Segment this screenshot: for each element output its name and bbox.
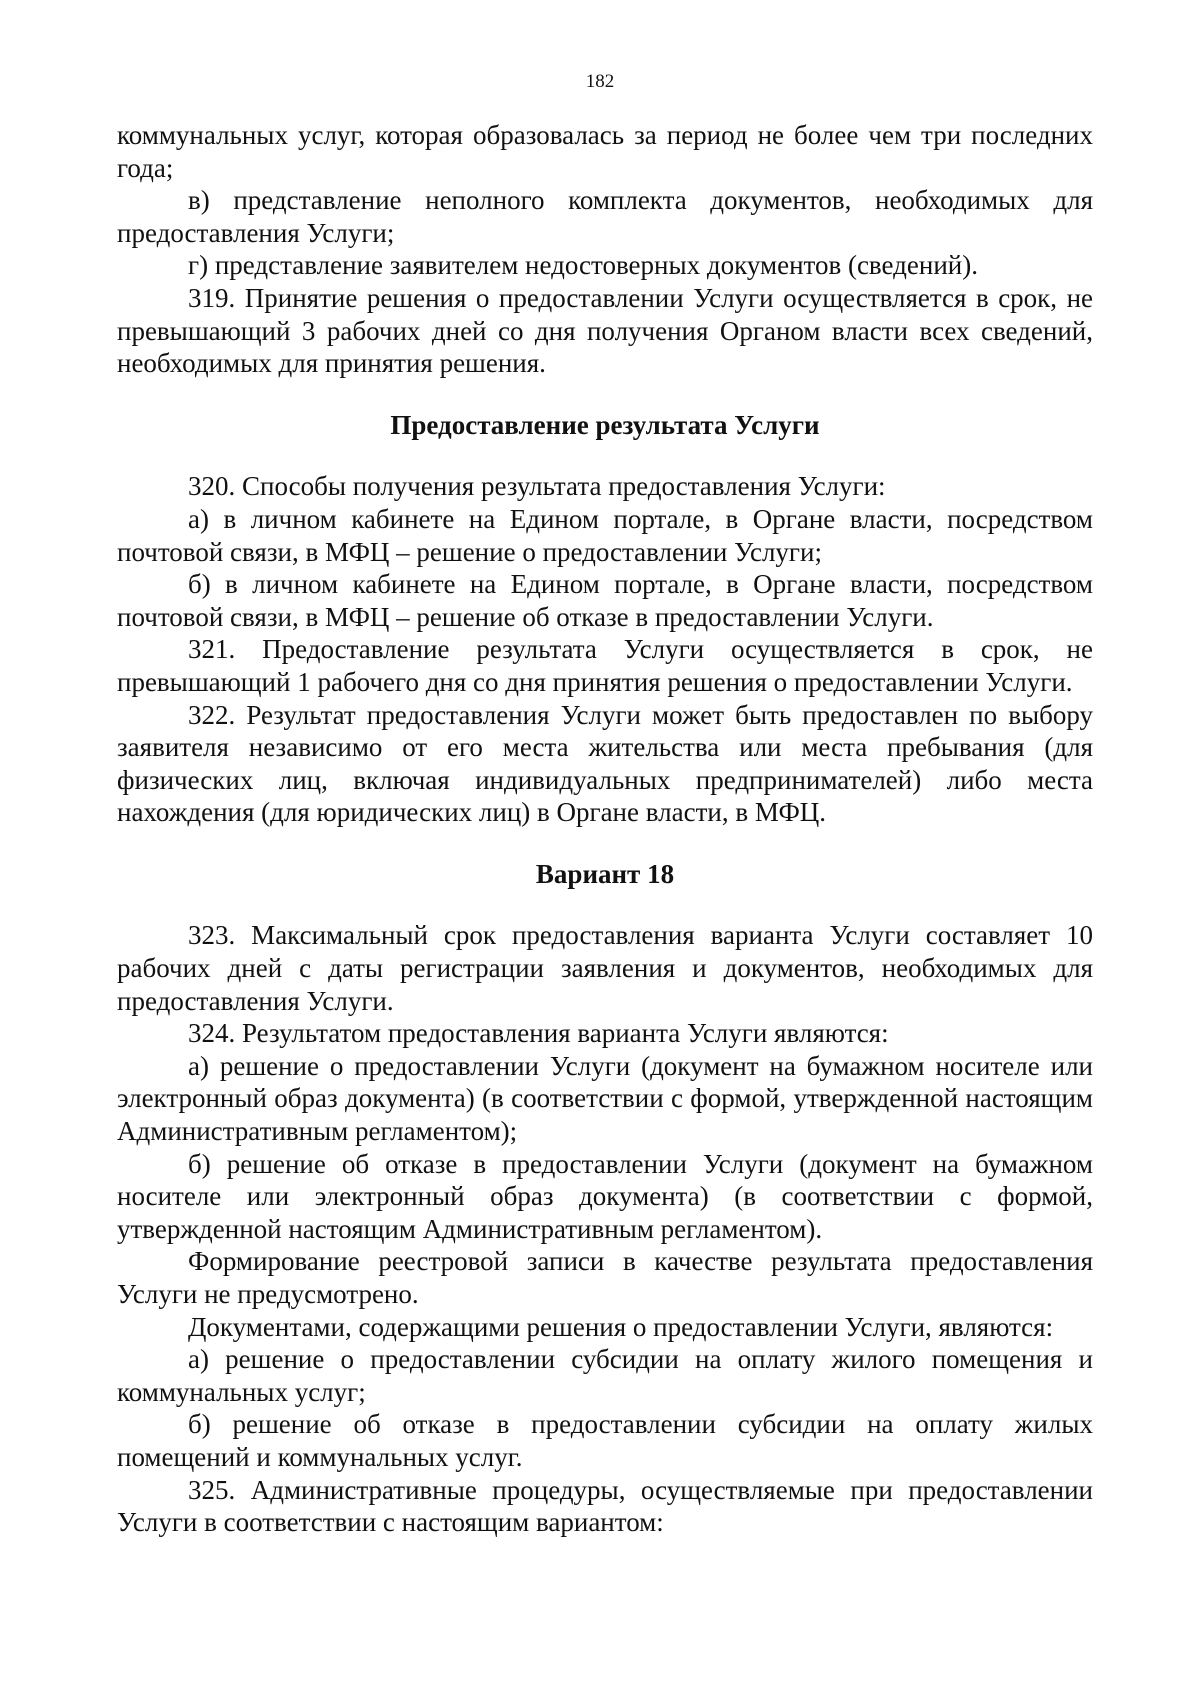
spacer — [117, 441, 1093, 470]
paragraph-324-a: а) решение о предоставлении Услуги (документ на бумажном носителе или электронный образ документа) (в соответствии с формой, утвержденной настоящим Административным регламентом); — [117, 1050, 1093, 1147]
paragraph-documents-b: б) решение об отказе в предоставлении субсидии на оплату жилых помещений и коммунальных услуг. — [117, 1409, 1093, 1472]
spacer — [117, 890, 1093, 919]
paragraph-320-a: а) в личном кабинете на Едином портале, в Органе власти, посредством почтовой связи, в МФЦ – решение о предоставлении Услуги; — [117, 503, 1093, 567]
section-heading-variant: Вариант 18 — [535, 858, 675, 889]
page-number: 182 — [585, 71, 615, 92]
paragraph-documents-a: а) решение о предоставлении субсидии на оплату жилого помещения и коммунальных услуг; — [117, 1344, 1093, 1407]
paragraph-item-v: в) представление неполного комплекта документов, необходимых для предоставления Услуги; — [117, 185, 1093, 248]
spacer — [117, 380, 1093, 409]
paragraph-322: 322. Результат предоставления Услуги может быть предоставлен по выбору заявителя независимо от его места жительства или места пребывания (для физических лиц, включая индивидуальных предпринимателей) либо места нахождения (для юридических лиц) в Органе власти, в МФЦ. — [117, 699, 1093, 828]
spacer — [117, 829, 1093, 858]
paragraph-320: 320. Способы получения результата предоставления Услуги: — [188, 471, 886, 502]
paragraph-documents: Документами, содержащими решения о предоставлении Услуги, являются: — [188, 1311, 1054, 1342]
paragraph-323: 323. Максимальный срок предоставления варианта Услуги составляет 10 рабочих дней с даты регистрации заявления и документов, необходимых для предоставления Услуги. — [117, 920, 1093, 1016]
paragraph-324-b: б) решение об отказе в предоставлении Услуги (документ на бумажном носителе или электронный образ документа) (в соответствии с формой, утвержденной настоящим Административным регламентом). — [117, 1148, 1093, 1244]
paragraph-324: 324. Результатом предоставления варианта Услуги являются: — [188, 1018, 889, 1049]
section-heading-result: Предоставление результата Услуги — [390, 409, 820, 440]
paragraph-320-b: б) в личном кабинете на Едином портале, в Органе власти, посредством почтовой связи, в МФЦ – решение об отказе в предоставлении Услуги. — [117, 569, 1093, 632]
paragraph-item-g: г) представление заявителем недостоверных документов (сведений). — [188, 250, 978, 281]
paragraph-325: 325. Административные процедуры, осуществляемые при предоставлении Услуги в соответствии с настоящим вариантом: — [117, 1474, 1093, 1538]
paragraph-321: 321. Предоставление результата Услуги осуществляется в срок, не превышающий 1 рабочего дня со дня принятия решения о предоставлении Услуги. — [117, 634, 1093, 697]
paragraph-319: 319. Принятие решения о предоставлении Услуги осуществляется в срок, не превышающий 3 рабочих дней со дня получения Органом власти всех сведений, необходимых для принятия решения. — [117, 282, 1093, 379]
document-body — [117, 119, 1093, 1539]
paragraph-registry: Формирование реестровой записи в качестве результата предоставления Услуги не предусмотрено. — [117, 1246, 1093, 1309]
paragraph-continuation: коммунальных услуг, которая образовалась за период не более чем три последних года; — [117, 120, 1093, 183]
